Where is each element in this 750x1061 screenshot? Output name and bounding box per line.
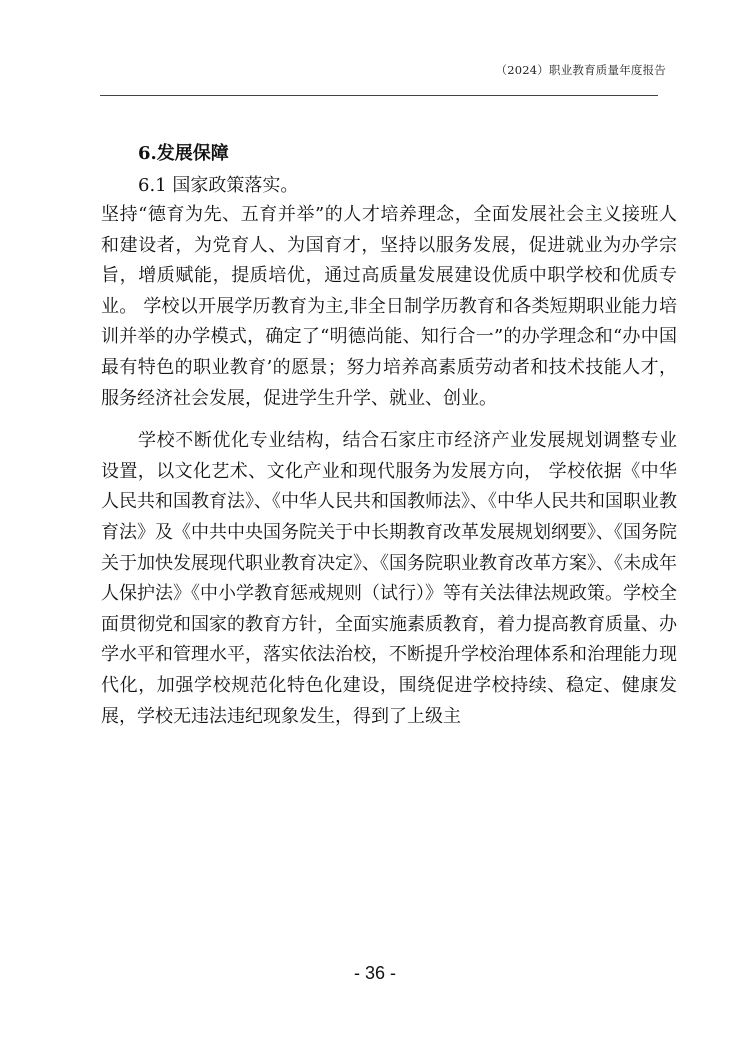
body-paragraph-1: 坚持“德育为先、五育并举”的人才培养理念，全面发展社会主义接班人和建设者，为党育人、为国育才，坚持以服务发展，促进就业为办学宗旨，增质赋能，提质培优，通过高质量发展建设优质中职学校和优质专业。 学校以开展学历教育为主,非全日制学历教育和各类短期职业能力培训并举的办学模式，确定了“明德尚能、知行合一”的办学理念和“办中国最有特色的职业教育’的愿景；努力培养高素质劳动者和技术技能人才，服务经济社会发展，促进学生升学、就业、创业。 xyxy=(101,204,677,409)
body-paragraph-2: 学校不断优化专业结构，结合石家庄市经济产业发展规划调整专业设置，以文化艺术、文化产业和现代服务为发展方向， 学校依据《中华人民共和国教育法》、《中华人民共和国教师法》、《中华人民共和国职业教育法》及《中共中央国务院关于中长期教育改革发展规划纲要》、《国务院关于加快发展现代职业教育决定》、《国务院职业教育改革方案》、《未成年人保护法》《中小学教育惩戒规则（试行）》等有关法律法规政策。学校全面贯彻党和国家的教育方针，全面实施素质教育，着力提高教育质量、办学水平和管理水平，落实依法治校，不断提升学校治理体系和治理能力现代化，加强学校规范化特色化建设，围绕促进学校持续、稳定、健康发展，学校无违法违纪现象发生，得到了上级主 xyxy=(101,430,677,727)
page-body xyxy=(101,140,677,732)
section-heading: 6.发展保障 xyxy=(138,143,229,164)
subsection-heading: 6.1 国家政策落实。 xyxy=(138,175,299,196)
header-divider xyxy=(100,95,658,96)
running-header: （2024）职业教育质量年度报告 xyxy=(495,63,666,77)
page-number: - 36 - xyxy=(353,963,396,983)
